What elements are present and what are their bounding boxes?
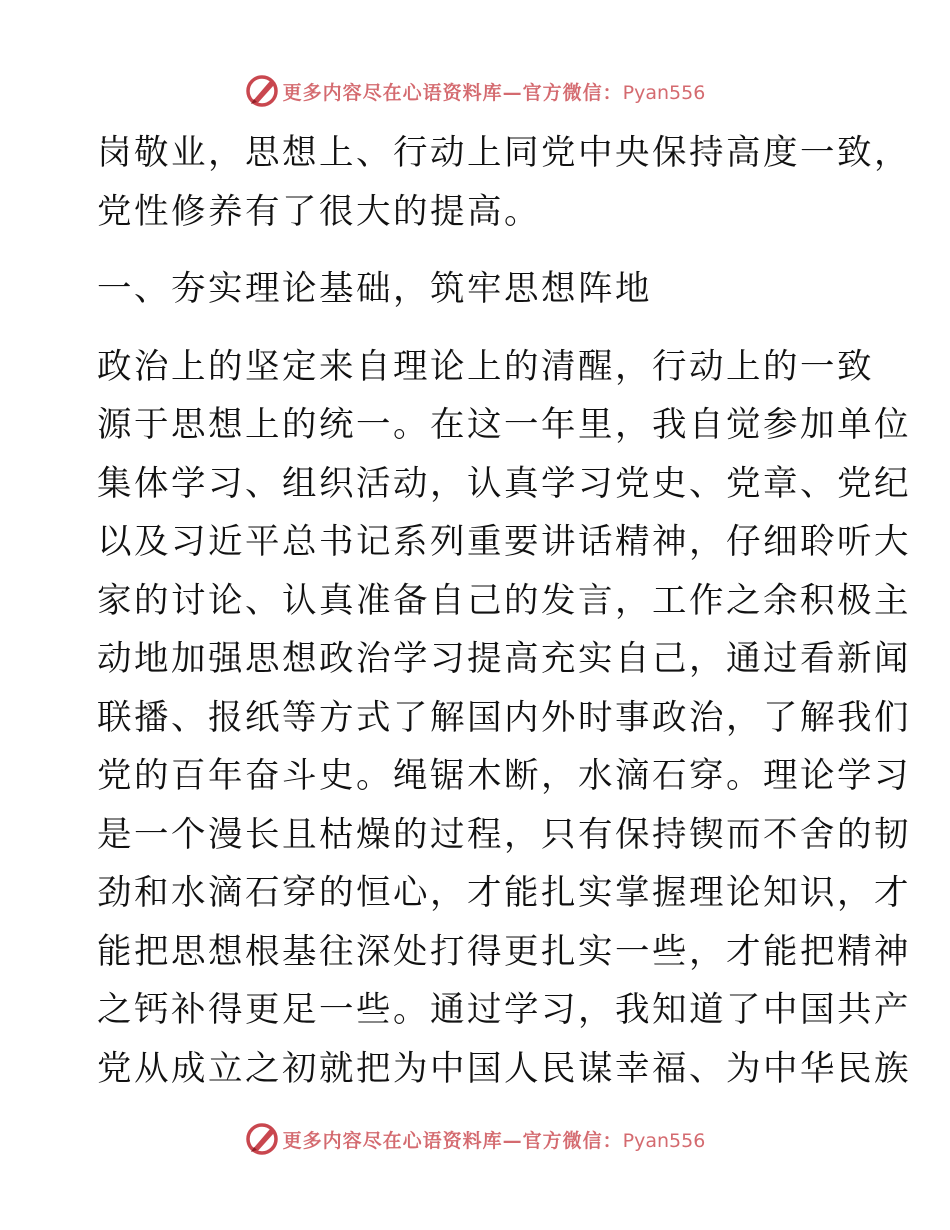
body-line: 家的讨论、认真准备自己的发言，工作之余积极主 [97, 580, 911, 621]
body-line: 以及习近平总书记系列重要讲话精神，仔细聆听大 [97, 522, 911, 562]
body-line: 党从成立之初就把为中国人民谋幸福、为中华民族 [97, 1048, 911, 1089]
wechat-id: Pyan556 [622, 1129, 706, 1152]
body-line: 劲和水滴石穿的恒心，才能扎实掌握理论知识，才 [97, 873, 911, 913]
body-line: 动地加强思想政治学习提高充实自己，通过看新闻 [97, 639, 911, 679]
document-body [97, 124, 911, 1098]
body-line: 之钙补得更足一些。通过学习，我知道了中国共产 [97, 990, 911, 1030]
pen-logo-icon [245, 1122, 279, 1156]
body-line: 党性修养有了很大的提高。 [97, 191, 541, 232]
body-line: 联播、报纸等方式了解国内外时事政治，了解我们 [97, 697, 911, 738]
body-line: 岗敬业，思想上、行动上同党中央保持高度一致， [97, 133, 911, 173]
body-line: 集体学习、组织活动，认真学习党史、党章、党纪 [97, 463, 911, 504]
body-line: 源于思想上的统一。在这一年里，我自觉参加单位 [97, 405, 911, 445]
body-line: 党的百年奋斗史。绳锯木断，水滴石穿。理论学习 [97, 756, 911, 796]
watermark-text: 更多内容尽在心语资料库—官方微信：Pyan556 [282, 81, 706, 104]
pen-logo-icon [245, 74, 279, 108]
section-heading: 一、夯实理论基础，筑牢思想阵地 [97, 269, 652, 309]
footer-watermark [0, 1119, 950, 1159]
wechat-id: Pyan556 [622, 81, 706, 104]
body-line: 政治上的坚定来自理论上的清醒，行动上的一致 [97, 346, 874, 387]
body-line: 是一个漫长且枯燥的过程，只有保持锲而不舍的韧 [97, 814, 911, 855]
body-line: 能把思想根基往深处打得更扎实一些，才能把精神 [97, 931, 911, 972]
watermark-text: 更多内容尽在心语资料库—官方微信：Pyan556 [282, 1129, 706, 1152]
header-watermark [0, 71, 950, 111]
